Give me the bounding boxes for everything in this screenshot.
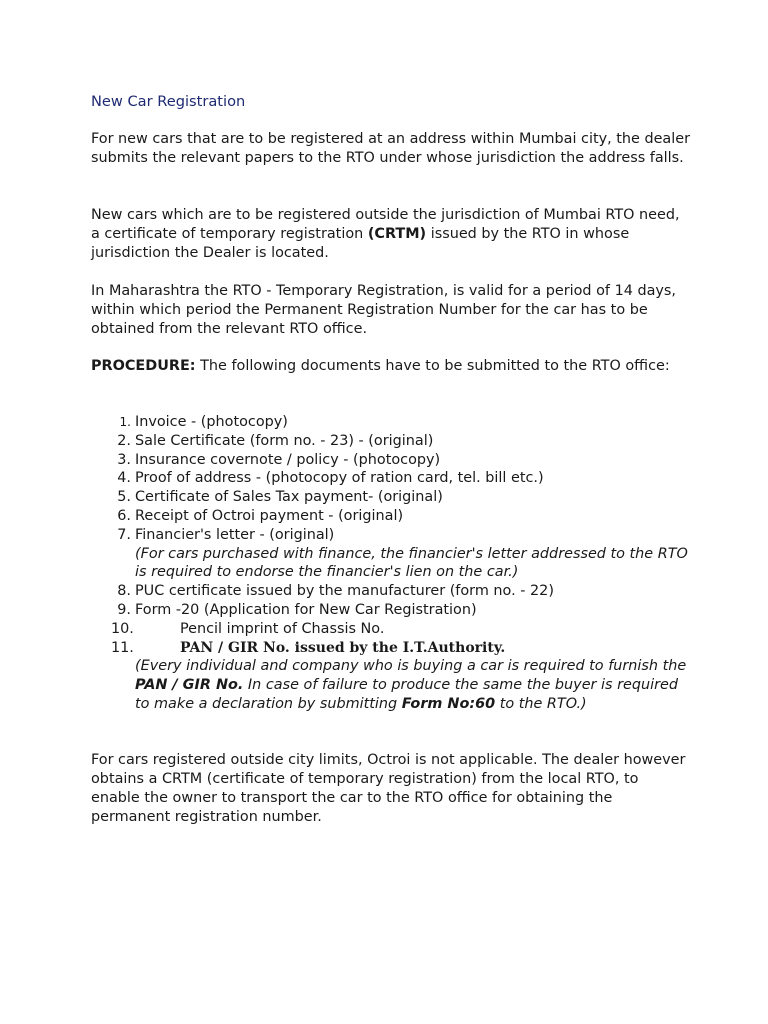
list-item-text: Insurance covernote / policy - (photocopy) [135,451,441,468]
list-item [91,582,691,601]
procedure-label: PROCEDURE: [91,358,196,374]
list-item-note: (For cars purchased with finance, the financier's letter addressed to the RTO is required to endorse the financier's lien on the car.) [135,545,688,581]
list-item [91,413,691,432]
list-item [91,432,691,451]
list-item-number: 9. [117,601,131,618]
page-title: New Car Registration [91,93,246,110]
list-item-number: 11. [111,639,134,656]
paragraph-temporary-registration: In Maharashtra the RTO - Temporary Registration, is valid for a period of 14 days, within which period the Permanent Registration Number for the car has to be obtained from the relevant RTO office. [91,283,676,337]
note-text: In case of failure to produce the same the buyer is required to make a declaration by submitting [135,677,679,712]
list-item-number: 8. [117,583,131,600]
list-item [91,601,691,620]
list-item-text: PAN / GIR No. issued by the I.T.Authority. [180,639,506,656]
form-60-term: Form No:60 [401,695,496,712]
list-item [91,469,691,488]
list-item [91,507,691,526]
list-item [91,451,691,470]
list-item [91,639,691,658]
list-item-number: 3. [117,451,131,468]
paragraph-procedure [91,357,691,376]
list-item-text: Receipt of Octroi payment - (original) [135,507,404,524]
list-item-text: Form -20 (Application for New Car Registration) [135,601,477,618]
list-item-text: PUC certificate issued by the manufacturer (form no. - 22) [135,583,554,600]
list-item-text: Proof of address - (photocopy of ration card, tel. bill etc.) [135,470,544,487]
list-item [91,526,691,582]
paragraph-text: New cars which are to be registered outside the jurisdiction of Mumbai RTO need, a certificate of temporary registration [91,207,680,242]
list-item-number: 5. [117,489,131,506]
list-item [91,620,691,639]
note-text: (Every individual and company who is buying a car is required to furnish the [135,658,687,675]
paragraph-octroi: For cars registered outside city limits, Octroi is not applicable. The dealer however obtains a CRTM (certificate of temporary registration) from the local RTO, to enable the owner to transport the car to the RTO office for obtaining the permanent registration number. [91,752,686,825]
list-item-number: 4. [117,470,131,487]
list-item-number: 1. [119,415,131,429]
note-text: to the RTO.) [495,695,587,712]
paragraph-text: The following documents have to be submitted to the RTO office: [195,358,670,374]
list-item-text: Pencil imprint of Chassis No. [180,620,385,637]
list-item-text: Sale Certificate (form no. - 23) - (original) [135,432,434,449]
list-item-number: 7. [117,526,131,543]
pan-gir-term: PAN / GIR No. [135,677,244,694]
list-item-text: Financier's letter - (original) [135,526,335,543]
list-item-number: 6. [117,507,131,524]
list-item [91,488,691,507]
documents-list [91,413,691,714]
list-item-number: 10. [111,620,134,637]
paragraph-outside-jurisdiction [91,206,691,263]
paragraph-mumbai-registration: For new cars that are to be registered at an address within Mumbai city, the dealer submits the relevant papers to the RTO under whose jurisdiction the address falls. [91,131,691,166]
list-item-text: Invoice - (photocopy) [135,414,288,430]
list-item-number: 2. [117,432,131,449]
crtm-term: (CRTM) [367,226,427,242]
paragraph-text: issued by the RTO in whose jurisdiction the Dealer is located. [91,226,630,261]
list-item-note [91,657,691,713]
list-item-text: Certificate of Sales Tax payment- (original) [135,489,443,506]
